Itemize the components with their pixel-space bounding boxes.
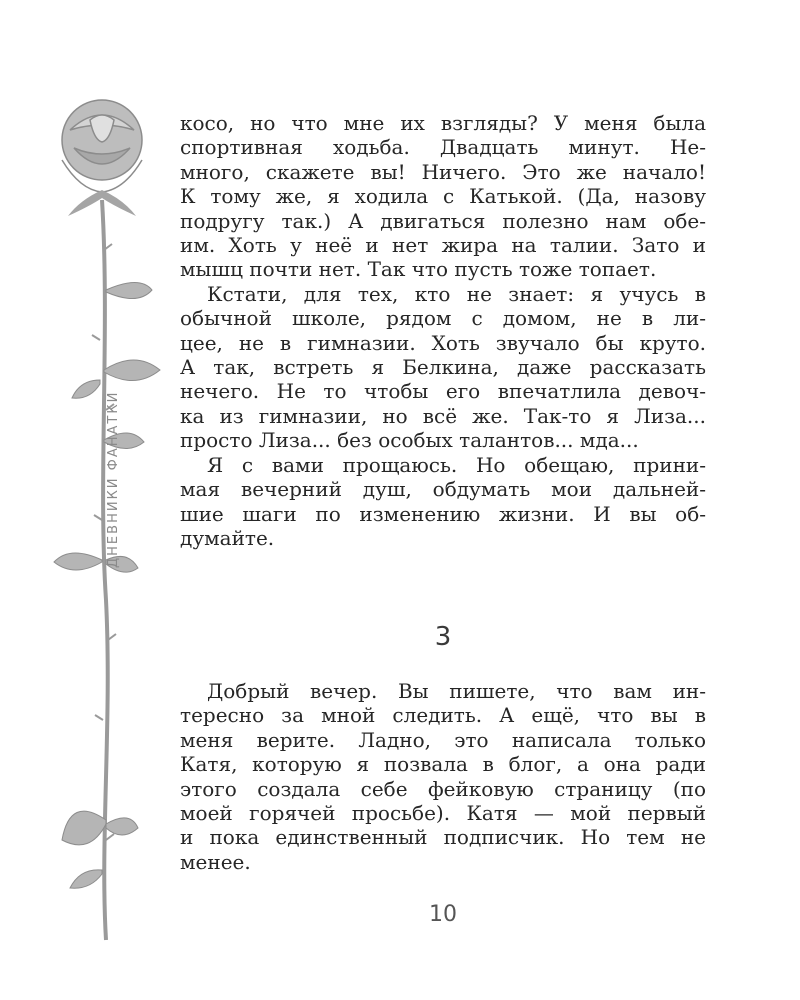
text-line: ка из гимназии, но всё же. Так-то я Лиза... <box>180 403 706 428</box>
text-line: мая вечерний душ, обдумать мои дальней- <box>180 477 706 502</box>
text-line: спортивная ходьба. Двадцать минут. Не- <box>180 135 706 160</box>
text-line: и пока единственный подписчик. Но тем не <box>180 825 706 850</box>
text-line: Я с вами прощаюсь. Но обещаю, прини- <box>207 452 706 477</box>
text-line: просто Лиза... без особых талантов... мда... <box>180 428 639 453</box>
text-line: нечего. Не то чтобы его впечатлила девоч- <box>180 379 706 404</box>
text-line: менее. <box>180 849 251 874</box>
chapter-number: 3 <box>434 622 452 652</box>
body-text-top <box>180 111 706 550</box>
page-number: 10 <box>429 902 457 927</box>
text-line: этого создала себе фейковую страницу (по <box>180 776 706 801</box>
text-line: моей горячей просьбе). Катя — мой первый <box>180 801 706 826</box>
text-line: Катя, которую я позвала в блог, а она ради <box>180 752 706 777</box>
rose-flower <box>62 100 142 192</box>
running-head: ДНЕВНИКИ ФАНАТКИ <box>106 390 121 568</box>
text-line: шие шаги по изменению жизни. И вы об- <box>180 501 706 526</box>
text-line: мышц почти нет. Так что пусть тоже топает. <box>180 257 657 282</box>
text-line: Добрый вечер. Вы пишете, что вам ин- <box>207 679 706 703</box>
text-line: меня верите. Ладно, это написала только <box>180 727 706 752</box>
text-line: косо, но что мне их взгляды? У меня была <box>180 111 706 135</box>
text-line: А так, встреть я Белкина, даже рассказать <box>180 355 706 380</box>
text-line: подругу так.) А двигаться полезно нам обе- <box>180 208 706 233</box>
text-line: цее, не в гимназии. Хоть звучало бы круто. <box>180 330 706 355</box>
text-line: Кстати, для тех, кто не знает: я учусь в <box>207 281 706 306</box>
text-line: много, скажете вы! Ничего. Это же начало! <box>180 159 706 184</box>
rose-illustration <box>40 80 170 950</box>
text-line: обычной школе, рядом с домом, не в ли- <box>180 306 706 331</box>
body-text-bottom <box>180 679 706 874</box>
text-line: тересно за мной следить. А ещё, что вы в <box>180 703 706 728</box>
text-line: думайте. <box>180 525 275 550</box>
text-line: К тому же, я ходила с Катькой. (Да, назову <box>180 184 706 209</box>
text-line: им. Хоть у неё и нет жира на талии. Зато и <box>180 233 706 258</box>
